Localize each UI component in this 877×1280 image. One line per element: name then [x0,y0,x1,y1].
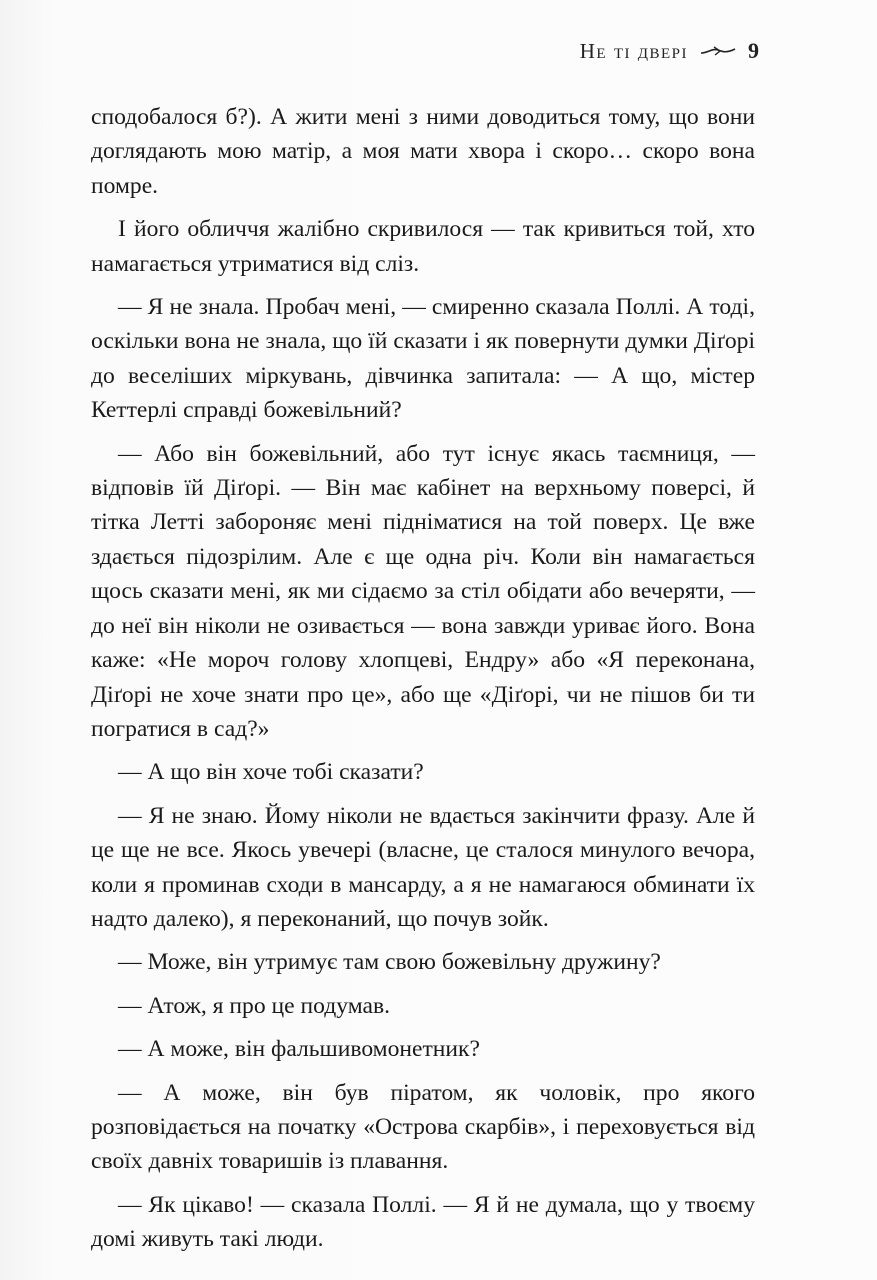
swash-arrow-icon [700,44,736,58]
paragraph: — А може, він фальшивомонетник? [118,1036,480,1063]
paragraph: — Може, він утримує там свою божевільну дружину? [118,949,661,976]
paragraph: — Або він божевільний, або тут існує якась таємниця, — відповів їй Діґорі. — Він має кабінет на верхньому поверсі, й тітка Летті забороняє мені підніматися на той поверх. Це вже здається підозрілим. Але є ще одна річ. Коли він намагається щось сказати мені, як ми сідаємо за стіл обідати або вечеряти, — до неї він ніколи не озивається — вона завжди уриває його. Вона каже: «Не мороч голову хлопцеві, Ендру» або «Я переконана, Діґорі не хоче знати про це», або ще «Діґорі, чи не пішов би ти погратися в сад?» [91,440,755,742]
running-head [580,38,759,64]
paragraph: — Я не знаю. Йому ніколи не вдається закінчити фразу. Але й це ще не все. Якось увечері (власне, це сталося минулого вечора, коли я проминав сходи в мансарду, а я не намагаюся обминати їх надто далеко), я переконаний, що почув зойк. [91,802,755,932]
page-number: 9 [748,38,759,63]
paragraph: — Атож, я про це подумав. [118,992,391,1019]
paragraph: сподобалося б?). А жити мені з ними доводиться тому, що вони доглядають мою матір, а моя мати хвора і скоро… скоро вона помре. [91,104,755,199]
chapter-title: Не ті двері [579,38,688,63]
paragraph: — Як цікаво! — сказала Поллі. — Я й не думала, що у твоєму домі живуть такі люди. [91,1191,755,1253]
paragraph: — А може, він був піратом, як чоловік, про якого розповідається на початку «Острова скарбів», і переховується від своїх давніх товаришів із плавання. [91,1079,755,1175]
body-text [91,100,755,1266]
paragraph: — Я не знала. Пробач мені, — смиренно сказала Поллі. А тоді, оскільки вона не знала, що їй сказати і як повернути думки Діґорі до веселіших міркувань, дівчинка запитала: — А що, містер Кеттерлі справді божевільний? [91,294,755,424]
paragraph: — А що він хоче тобі сказати? [118,759,424,786]
paragraph: І його обличчя жалібно скривилося — так кривиться той, хто намагається утриматися від сліз. [91,216,755,277]
